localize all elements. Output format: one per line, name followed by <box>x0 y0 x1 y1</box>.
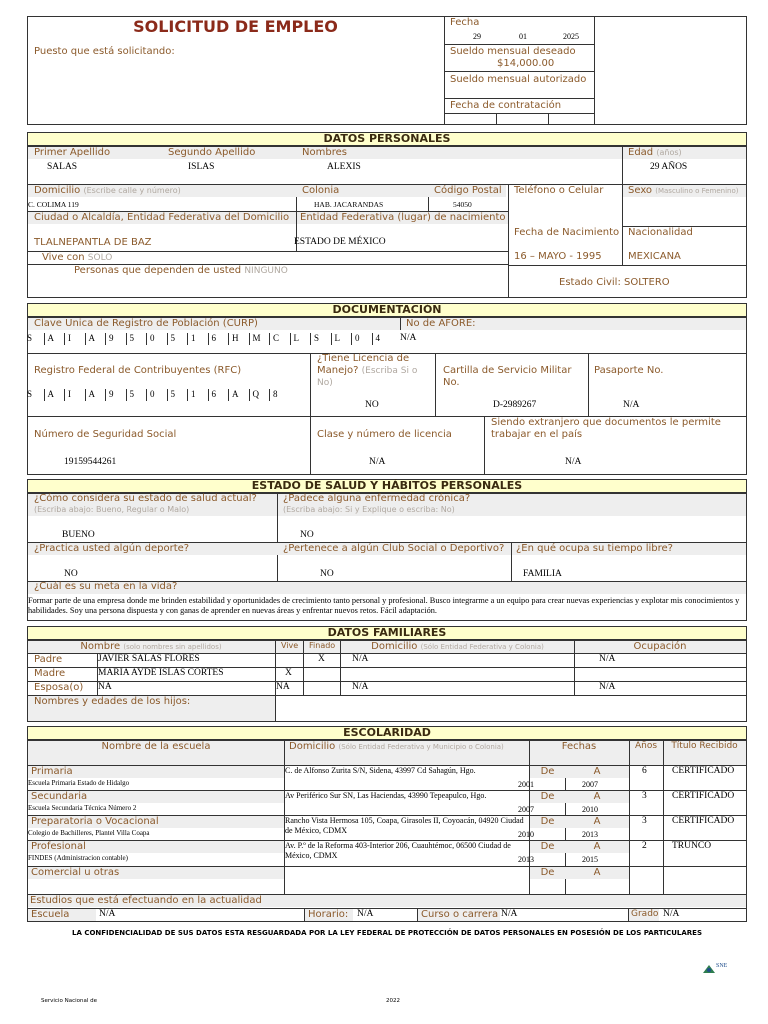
esc-de-3[interactable]: 2013 <box>518 855 534 864</box>
curp-char: C <box>273 333 280 343</box>
esc-a-label-1: A <box>593 791 601 802</box>
grado-value[interactable]: N/A <box>663 909 680 919</box>
salud-label: ¿Cómo considera su estado de salud actual? <box>34 493 257 504</box>
vive-con-label: Vive con SOLO <box>42 252 113 263</box>
esc-escuela-3[interactable]: FINDES (Administracion contable) <box>28 854 128 862</box>
ciudad-value[interactable]: TLALNEPANTLA DE BAZ <box>34 237 152 248</box>
fecha-contratacion-label: Fecha de contratación <box>450 100 562 111</box>
curp-char: 9 <box>109 333 114 343</box>
fam-rel-0: Padre <box>34 654 63 665</box>
tiempo-label: ¿En qué ocupa su tiempo libre? <box>516 543 673 554</box>
esc-escuela-1[interactable]: Escuela Secundaria Técnica Número 2 <box>28 804 137 812</box>
rfc-label: Registro Federal de Contribuyentes (RFC) <box>34 365 242 376</box>
curp-char: M <box>252 333 261 343</box>
fam-domicilio-header: Domicilio (Sólo Entidad Federativa y Colonia) <box>371 641 544 652</box>
cronica-value[interactable]: NO <box>300 530 314 540</box>
fam-rel-2: Esposa(o) <box>34 682 84 693</box>
privacy-notice: LA CONFIDENCIALIDAD DE SUS DATOS ESTA RESGUARDADA POR LA LEY FEDERAL DE PROTECCIÓN DE DATOS PERSONALES EN POSESIÓN DE LOS PARTICULARES <box>72 929 702 937</box>
curp-char: 4 <box>375 333 380 343</box>
afore-value[interactable]: N/A <box>400 333 417 343</box>
rfc-char: A <box>232 389 239 399</box>
colonia-label: Colonia <box>302 185 340 196</box>
curp-char: A <box>88 333 95 343</box>
edad-label: Edad (años) <box>628 147 682 158</box>
clase-licencia-label: Clase y número de licencia <box>317 429 452 440</box>
esc-escuela-header: Nombre de la escuela <box>101 741 211 752</box>
rfc-char: I <box>68 389 71 399</box>
segundo-apellido-label: Segundo Apellido <box>168 147 256 158</box>
rfc-char: 6 <box>211 389 216 399</box>
page-title: SOLICITUD DE EMPLEO <box>133 17 338 36</box>
rfc-char: 5 <box>129 389 134 399</box>
esc-a-3[interactable]: 2015 <box>582 855 598 864</box>
fam-vive-1[interactable]: X <box>285 668 292 678</box>
licencia-value[interactable]: NO <box>365 400 379 410</box>
sne-logo-icon <box>702 963 716 975</box>
nacimiento-label: Fecha de Nacimiento <box>514 227 620 238</box>
esc-domicilio-0[interactable]: C. de Alfonso Zurita S/N, Sidena, 43997 Cd Sahagún, Hgo. <box>285 766 476 775</box>
curp-label: Clave Unica de Registro de Población (CURP) <box>34 318 258 329</box>
esc-a-0[interactable]: 2007 <box>582 780 598 789</box>
pasaporte-label: Pasaporte No. <box>594 365 664 376</box>
esc-anos-0[interactable]: 6 <box>642 766 647 776</box>
horario-value[interactable]: N/A <box>357 909 374 919</box>
fam-vive-2[interactable]: NA <box>276 682 290 692</box>
esc-anos-3[interactable]: 2 <box>642 841 647 851</box>
curso-value[interactable]: N/A <box>501 909 518 919</box>
sne-logo: SNE <box>702 962 732 976</box>
rfc-char: 0 <box>150 389 155 399</box>
curp-char: A <box>47 333 54 343</box>
entidad-value[interactable]: ESTADO DE MÉXICO <box>294 237 386 247</box>
esc-nivel-0: Primaria <box>31 766 73 777</box>
curp-char: 0 <box>355 333 360 343</box>
puesto-label: Puesto que está solicitando: <box>34 46 175 57</box>
esc-a-1[interactable]: 2010 <box>582 805 598 814</box>
esc-domicilio-1[interactable]: Av Periférico Sur SN, Las Haciendas, 43990 Tepeapulco, Hgo. <box>285 791 487 800</box>
clase-licencia-value[interactable]: N/A <box>369 457 386 467</box>
primer-apellido-label: Primer Apellido <box>34 147 111 158</box>
curp-char: S <box>27 333 33 343</box>
fecha-label: Fecha <box>450 17 480 28</box>
grado-label: Grado <box>631 909 659 919</box>
rfc-char: 5 <box>170 389 175 399</box>
ciudad-label: Ciudad o Alcaldía, Entidad Federativa del Domicilio <box>34 212 290 223</box>
esc-nivel-3: Profesional <box>31 841 86 852</box>
fam-finado-0[interactable]: X <box>318 654 325 664</box>
rfc-value[interactable] <box>27 389 307 401</box>
esc-anos-1[interactable]: 3 <box>642 791 647 801</box>
horario-label: Horario: <box>308 909 349 920</box>
curp-char: 0 <box>150 333 155 343</box>
edad-value[interactable]: 29 AÑOS <box>650 162 688 172</box>
section-escolaridad: ESCOLARIDAD <box>27 726 747 740</box>
fecha-year[interactable]: 2025 <box>563 32 579 41</box>
esc-de-label-0: De <box>540 766 555 777</box>
esc-escuela-0[interactable]: Escuela Primaria Estado de Hidalgo <box>28 779 130 787</box>
curp-char: L <box>334 333 340 343</box>
domicilio-label: Domicilio (Escribe calle y número) <box>34 185 181 196</box>
rfc-char: A <box>88 389 95 399</box>
esc-escuela-2[interactable]: Colegio de Bachilleres, Plantel Villa Coapa <box>28 829 150 837</box>
esc-a-label-0: A <box>593 766 601 777</box>
extranjero-label: Siendo extranjero que documentos le permite trabajar en el país <box>491 417 721 440</box>
esc-anos-header: Años <box>634 741 658 751</box>
curp-char: 6 <box>211 333 216 343</box>
hijos-field[interactable] <box>276 696 746 721</box>
fam-nombre-2[interactable]: NA <box>98 682 112 692</box>
fam-vive-header: Vive <box>281 641 299 650</box>
deporte-value[interactable]: NO <box>64 569 78 579</box>
nombres-label: Nombres <box>302 147 347 158</box>
salud-value[interactable]: BUENO <box>62 530 95 540</box>
sueldo-deseado-label: Sueldo mensual deseado <box>450 46 576 57</box>
cronica-label: ¿Padece alguna enfermedad crónica? <box>283 493 471 504</box>
estudios-label: Estudios que está efectuando en la actualidad <box>30 895 262 906</box>
esc-de-label-2: De <box>540 816 555 827</box>
esc-de-0[interactable]: 2001 <box>518 780 534 789</box>
rfc-char: S <box>27 389 33 399</box>
meta-value[interactable]: Formar parte de una empresa donde me brinden estabilidad y oportunidades de crecimiento tanto personal y profesional. Busco integrarme a un equipo para crear nuevas experiencias y explotar mis conocimientos y habilidades. Soy una persona dispuesta y con ganas de aprender en nuevas áreas y enfrentar nuevos retos. Fácil adaptación. <box>28 596 740 615</box>
extranjero-value[interactable]: N/A <box>565 457 582 467</box>
curp-char: I <box>68 333 71 343</box>
rfc-char: 8 <box>273 389 278 399</box>
fam-nombre-0[interactable]: JAVIER SALAS FLORES <box>98 654 200 664</box>
meta-label: ¿Cuál es su meta en la vida? <box>34 581 178 592</box>
curp-char: H <box>232 333 239 343</box>
esc-domicilio-header: Domicilio (Sólo Entidad Federativa y Municipio o Colonia) <box>289 741 504 752</box>
esc-de-label-1: De <box>540 791 555 802</box>
cartilla-value[interactable]: D-2989267 <box>493 400 537 410</box>
esc-nivel-2: Preparatoria o Vocacional <box>31 816 159 827</box>
esc-de-label-3: De <box>540 841 555 852</box>
curp-char: 1 <box>191 333 196 343</box>
cronica-hint: (Escriba abajo: Si y Explique o escriba: No) <box>283 505 455 514</box>
entidad-label: Entidad Federativa (lugar) de nacimiento <box>300 212 506 223</box>
esc-titulo-header: Título Recibido <box>671 741 738 751</box>
esc-a-2[interactable]: 2013 <box>582 830 598 839</box>
telefono-label: Teléfono o Celular <box>514 185 604 196</box>
rfc-char: A <box>47 389 54 399</box>
esc-titulo-0[interactable]: CERTIFICADO <box>672 766 735 776</box>
club-label: ¿Pertenece a algún Club Social o Deportivo? <box>283 543 505 554</box>
sueldo-autorizado-label: Sueldo mensual autorizado <box>450 74 587 85</box>
licencia-label: ¿Tiene Licencia de Manejo? (Escriba Si o No) <box>317 353 418 388</box>
salud-hint: (Escriba abajo: Bueno, Regular o Malo) <box>34 505 190 514</box>
deporte-label: ¿Practica usted algún deporte? <box>34 543 190 554</box>
section-datos-personales: DATOS PERSONALES <box>27 132 747 146</box>
cp-value[interactable]: 54050 <box>453 200 472 209</box>
fam-ocupacion-2[interactable]: N/A <box>599 682 616 692</box>
fam-domicilio-2[interactable]: N/A <box>352 682 369 692</box>
esc-titulo-2[interactable]: CERTIFICADO <box>672 816 735 826</box>
afore-label: No de AFORE: <box>406 318 476 329</box>
fam-rel-1: Madre <box>34 668 66 679</box>
primer-apellido-value[interactable]: SALAS <box>47 162 78 172</box>
puesto-field[interactable] <box>34 60 439 120</box>
curp-value[interactable] <box>27 333 407 345</box>
curp-char: S <box>314 333 320 343</box>
pasaporte-value[interactable]: N/A <box>623 400 640 410</box>
esc-fechas-header: Fechas <box>561 741 597 752</box>
sueldo-deseado-value[interactable]: $14,000.00 <box>497 58 555 69</box>
fecha-day[interactable]: 29 <box>473 32 481 41</box>
segundo-apellido-value[interactable]: ISLAS <box>188 162 215 172</box>
curp-char: 5 <box>170 333 175 343</box>
sexo-label: Sexo (Masculino o Femenino) <box>628 185 739 196</box>
section-familiares: DATOS FAMILIARES <box>27 626 747 640</box>
esc-anos-2[interactable]: 3 <box>642 816 647 826</box>
footer-year: 2022 <box>386 998 400 1004</box>
curp-char: 5 <box>129 333 134 343</box>
section-salud: ESTADO DE SALUD Y HÁBITOS PERSONALES <box>27 479 747 493</box>
fecha-month[interactable]: 01 <box>519 32 527 41</box>
esc-a-label-3: A <box>593 841 601 852</box>
esc-de-1[interactable]: 2007 <box>518 805 534 814</box>
colonia-value[interactable]: HAB. JACARANDAS <box>314 200 384 209</box>
club-value[interactable]: NO <box>320 569 334 579</box>
fam-domicilio-0[interactable]: N/A <box>352 654 369 664</box>
curp-char: L <box>293 333 299 343</box>
nacimiento-value[interactable]: 16 – MAYO - 1995 <box>514 251 602 262</box>
fam-ocupacion-0[interactable]: N/A <box>599 654 616 664</box>
esc-de-label-4: De <box>540 867 555 878</box>
esc-domicilio-3[interactable]: Av. P.º de la Reforma 403-Interior 206, Cuauhtémoc, 06500 Ciudad de México, CDMX <box>285 841 511 860</box>
cp-label: Código Postal <box>434 185 502 196</box>
domicilio-value[interactable]: C. COLIMA 119 <box>28 200 79 209</box>
dependen-label: Personas que dependen de usted NINGUNO <box>74 265 288 276</box>
estado-civil[interactable]: Estado Civil: SOLTERO <box>559 277 670 288</box>
nombres-value[interactable]: ALEXIS <box>327 162 361 172</box>
nss-label: Número de Seguridad Social <box>34 429 177 440</box>
nacionalidad-value[interactable]: MEXICANA <box>628 251 681 262</box>
escuela-actual-label: Escuela <box>31 909 70 920</box>
esc-titulo-3[interactable]: TRUNCO <box>672 841 712 851</box>
rfc-char: 9 <box>109 389 114 399</box>
esc-nivel-1: Secundaria <box>31 791 88 802</box>
esc-nivel-4: Comercial u otras <box>31 867 120 878</box>
esc-titulo-1[interactable]: CERTIFICADO <box>672 791 735 801</box>
escuela-actual-value[interactable]: N/A <box>99 909 116 919</box>
rfc-char: Q <box>252 389 259 399</box>
curso-label: Curso o carrera <box>421 909 499 920</box>
fam-nombre-1[interactable]: MARIA AYDE ISLAS CORTES <box>98 668 224 678</box>
rfc-char: 1 <box>191 389 196 399</box>
nss-value[interactable]: 19159544261 <box>64 457 117 467</box>
hijos-label: Nombres y edades de los hijos: <box>34 696 191 707</box>
fam-nombre-header: Nombre (solo nombres sin apellidos) <box>80 641 222 652</box>
tiempo-value[interactable]: FAMILIA <box>523 569 562 579</box>
esc-a-label-2: A <box>593 816 601 827</box>
esc-domicilio-2[interactable]: Rancho Vista Hermosa 105, Coapa, Girasoles II, Coyoacán, 04920 Ciudad de México, CDMX <box>285 816 524 835</box>
cartilla-label: Cartilla de Servicio Militar No. <box>443 365 572 388</box>
esc-de-2[interactable]: 2010 <box>518 830 534 839</box>
fam-finado-header: Finado <box>309 641 336 650</box>
section-documentacion: DOCUMENTACIÓN <box>27 303 747 317</box>
footer-left: Servicio Nacional de <box>41 998 97 1004</box>
fam-ocupacion-header: Ocupación <box>633 641 687 652</box>
nacionalidad-label: Nacionalidad <box>628 227 693 238</box>
esc-a-label-4: A <box>593 867 601 878</box>
